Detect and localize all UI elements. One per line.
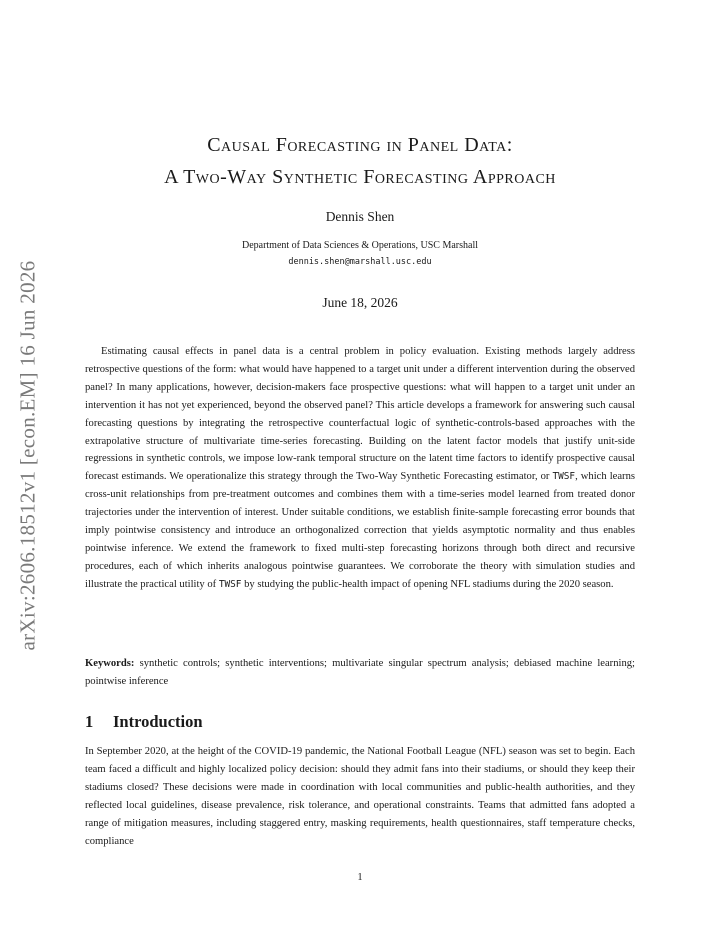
title-line-1: Causal Forecasting in Panel Data: <box>207 134 513 156</box>
section-number: 1 <box>85 712 94 731</box>
arxiv-identifier: arXiv:2606.18512v1 [econ.EM] 16 Jun 2026 <box>15 260 40 650</box>
abstract-text-3: by studying the public-health impact of opening NFL stadiums during the 2020 season. <box>241 578 614 590</box>
author-affiliation: Department of Data Sciences & Operations, USC Marshall <box>241 240 479 251</box>
abstract <box>85 343 635 594</box>
abstract-text-2: , which learns cross-unit relationships from pre-treatment outcomes and combines them with a time-series model learned from treated donor trajectories under the intervention of interest. Under suitable conditions, we establish finite-sample forecasting error bounds that imply pointwise consistency and introduce an orthogonalized correction that yields asymptotic normality and thus enables pointwise inference. We extend the framework to fixed multi-step forecasting horizons through both direct and recursive procedures, each of which inherits analogous pointwise guarantees. We corroborate the theory with simulation studies and illustrate the practical utility of <box>85 471 635 590</box>
publication-date: June 18, 2026 <box>322 295 398 310</box>
introduction-paragraph: In September 2020, at the height of the COVID-19 pandemic, the National Football League (NFL) season was set to begin. Each team faced a difficult and highly localized policy decision: should they admit fans into their stadiums, or should they keep their stadiums closed? These decisions were made in coordination with local communities and public-health authorities, and they reflected local guidelines, disease prevalence, risk tolerance, and operational constraints. Teams that admitted fans adopted a range of mitigation measures, including staggered entry, masking requirements, health questionnaires, staff temperature checks, compliance <box>85 746 635 847</box>
page-number: 1 <box>357 872 363 883</box>
section-title: Introduction <box>113 712 203 731</box>
keywords-label: Keywords: <box>85 658 135 669</box>
author-email: dennis.shen@marshall.usc.edu <box>288 257 432 267</box>
estimator-acronym-repeat: TWSF <box>218 578 242 590</box>
arxiv-sidebar-stamp <box>14 250 42 660</box>
title-line-2: A Two-Way Synthetic Forecasting Approach <box>164 166 556 188</box>
abstract-text-1: Estimating causal effects in panel data is a central problem in policy evaluation. Existing methods largely address retrospective questions of the form: what would have happened to a target unit under a different intervention during the observed panel? In many applications, however, decision-makers face prospective questions: what will happen to a target unit under an intervention it has not yet experienced, beyond the observed panel? This article develops a framework for answering such causal forecasting questions by integrating the retrospective counterfactual logic of synthetic-controls-based approaches with the extrapolative structure of multivariate time-series forecasting. Building on the latent factor models that justify unit-side regressions in synthetic controls, we impose low-rank temporal structure on the latent time factors to identify prospective causal forecast estimands. We operationalize this strategy through the Two-Way Synthetic Forecasting estimator, or <box>85 346 635 483</box>
keywords <box>85 655 635 691</box>
author-name: Dennis Shen <box>325 209 395 224</box>
estimator-acronym: TWSF <box>552 471 576 483</box>
keywords-text: synthetic controls; synthetic interventions; multivariate singular spectrum analysis; debiased machine learning; pointwise inference <box>85 658 635 687</box>
section-heading-introduction <box>85 712 203 732</box>
